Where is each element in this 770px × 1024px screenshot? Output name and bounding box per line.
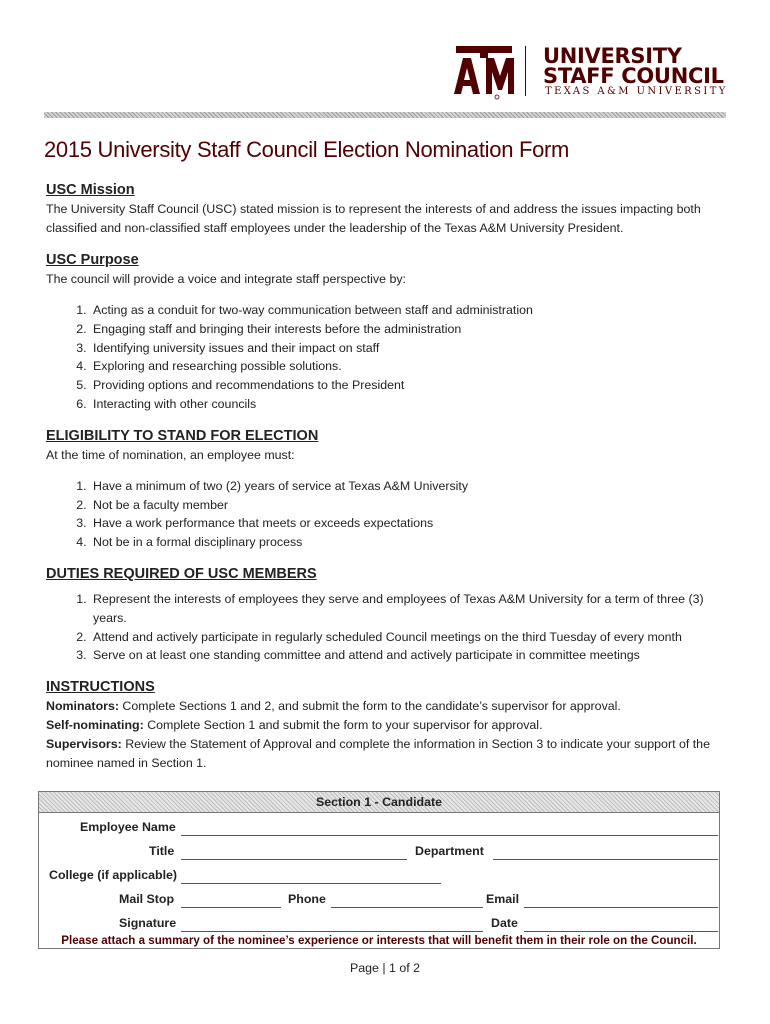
purpose-intro: The council will provide a voice and integrate staff perspective by: (46, 272, 406, 286)
department-label: Department (415, 844, 484, 858)
instruction-text: Complete Sections 1 and 2, and submit the form to the candidate’s supervisor for approval. (118, 699, 621, 714)
signature-field[interactable] (181, 931, 483, 932)
list-item: 2. Attend and actively participate in regularly scheduled Council meetings on the third Tuesday of every month (90, 628, 726, 647)
document-body (46, 180, 726, 773)
instruction-self-nominating (46, 716, 726, 735)
header-divider (44, 112, 726, 118)
date-label: Date (491, 916, 518, 930)
college-field[interactable] (181, 883, 441, 884)
list-item: 2. Engaging staff and bringing their interests before the administration (90, 320, 726, 339)
logo-line-tamu: TEXAS A&M UNIVERSITY (545, 86, 728, 97)
list-item: 1. Represent the interests of employees they serve and employees of Texas A&M University for a term of three (3) years. (90, 590, 726, 628)
employee-name-label: Employee Name (80, 820, 176, 834)
eligibility-heading: ELIGIBILITY TO STAND FOR ELECTION (46, 427, 319, 444)
employee-name-field[interactable] (181, 835, 718, 836)
phone-field[interactable] (331, 907, 483, 908)
page-number: Page | 1 of 2 (349, 961, 421, 975)
instruction-nominators (46, 697, 726, 716)
department-field[interactable] (493, 859, 718, 860)
purpose-heading: USC Purpose (46, 252, 139, 268)
title-label: Title (149, 844, 175, 858)
list-item: 4. Not be in a formal disciplinary process (90, 533, 726, 552)
instructions-section (46, 677, 726, 773)
purpose-section (46, 250, 726, 414)
list-item: 5. Providing options and recommendations to the President (90, 376, 726, 395)
duties-section (46, 564, 726, 665)
section1-note: Please attach a summary of the nominee’s experience or interests that will benefit them in their role on the Council. (61, 934, 697, 947)
page-title: 2015 University Staff Council Election Nomination Form (44, 137, 570, 162)
eligibility-intro: At the time of nomination, an employee must: (46, 447, 295, 462)
logo-line-staff-council: STAFF COUNCIL (543, 64, 724, 88)
list-item: 4. Exploring and researching possible solutions. (90, 357, 726, 376)
email-label: Email (486, 892, 520, 906)
eligibility-list (46, 477, 726, 552)
logo-divider (525, 46, 526, 96)
date-field[interactable] (524, 931, 718, 932)
instruction-label: Supervisors: (46, 737, 122, 752)
atm-logo-icon (452, 44, 516, 100)
title-field[interactable] (181, 859, 407, 860)
list-item: 3. Identifying university issues and their impact on staff (90, 339, 726, 358)
instruction-label: Self-nominating: (46, 718, 144, 733)
section1-heading: Section 1 - Candidate (39, 792, 719, 813)
eligibility-section (46, 426, 726, 552)
list-item: 3. Have a work performance that meets or exceeds expectations (90, 514, 726, 533)
instruction-label: Nominators: (46, 699, 119, 714)
instructions-heading: INSTRUCTIONS (46, 679, 155, 696)
college-label: College (if applicable) (49, 868, 178, 882)
instruction-supervisors (46, 735, 726, 773)
email-field[interactable] (524, 907, 718, 908)
list-item: 1. Have a minimum of two (2) years of service at Texas A&M University (90, 477, 726, 496)
instruction-text: Complete Section 1 and submit the form to your supervisor for approval. (143, 718, 543, 733)
logo-line-university: UNIVERSITY (543, 44, 682, 68)
mission-section (46, 180, 726, 238)
list-item: 3. Serve on at least one standing committee and attend and actively participate in committee meetings (90, 646, 726, 665)
purpose-list (46, 301, 726, 414)
duties-list (46, 590, 726, 665)
section1-candidate-form (38, 791, 720, 949)
phone-label: Phone (288, 892, 326, 906)
signature-label: Signature (119, 916, 177, 930)
instruction-text: Review the Statement of Approval and complete the information in Section 3 to indicate your support of the nominee named in Section 1. (46, 737, 710, 771)
list-item: 1. Acting as a conduit for two-way communication between staff and administration (90, 301, 726, 320)
list-item: 6. Interacting with other councils (90, 395, 726, 414)
duties-heading: DUTIES REQUIRED OF USC MEMBERS (46, 565, 317, 582)
mail-stop-label: Mail Stop (119, 892, 175, 906)
usc-logo (452, 44, 732, 100)
list-item: 2. Not be a faculty member (90, 496, 726, 515)
mission-text: The University Staff Council (USC) stated mission is to represent the interests of and address the issues impacting both classified and non-classified staff employees under the leadership of the Texas A&M University President. (46, 202, 701, 235)
mail-stop-field[interactable] (181, 907, 281, 908)
mission-heading: USC Mission (46, 182, 135, 198)
